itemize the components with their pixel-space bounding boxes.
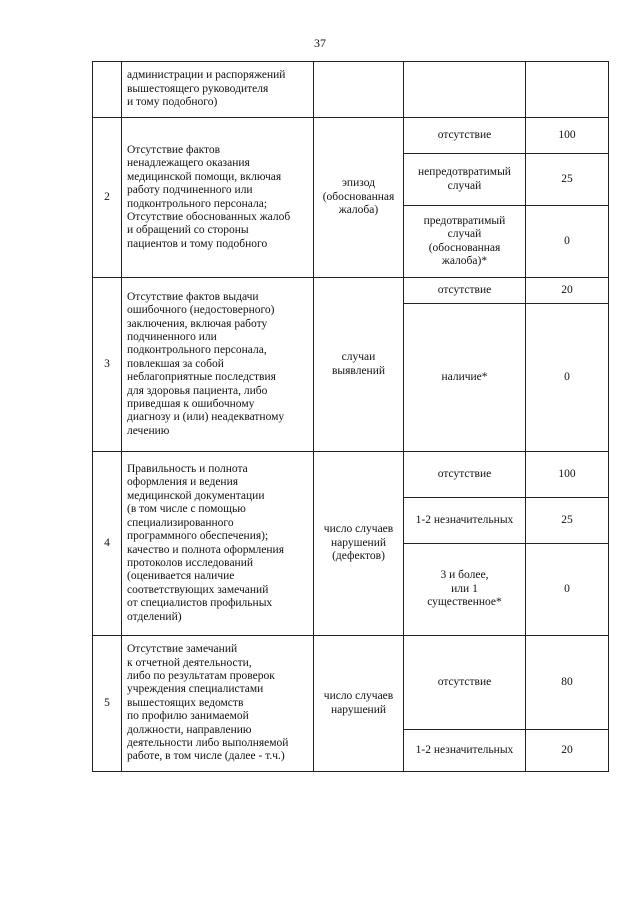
criterion-line: Отсутствие замечаний <box>127 643 238 656</box>
criterion-line: соответствующих замечаний <box>127 583 269 596</box>
unit-line: жалоба) <box>338 204 379 217</box>
criterion-line: протоколов исследований <box>127 556 254 569</box>
criterion-line: медицинской документации <box>127 489 265 502</box>
criterion-line: диагнозу и (или) неадекватному <box>127 411 285 424</box>
unit-line: эпизод <box>342 177 375 190</box>
points-cell: 25 <box>526 154 609 206</box>
criterion-line: (в том числе с помощью <box>127 503 246 516</box>
criterion-line: медицинской помощи, включая <box>127 170 282 183</box>
table-row <box>93 278 609 304</box>
value-cell <box>404 154 526 206</box>
criterion-line: Правильность и полнота <box>127 463 248 476</box>
value-line: или 1 <box>451 582 478 595</box>
unit-cell <box>314 118 404 278</box>
criterion-line: Отсутствие фактов выдачи <box>127 290 259 303</box>
unit-line: выявлений <box>331 364 386 377</box>
points-cell <box>526 62 609 118</box>
value-line: (обоснованная <box>428 241 501 254</box>
unit-cell <box>314 452 404 636</box>
criterion-line: ненадлежащего оказания <box>127 157 250 170</box>
unit-line: нарушений <box>330 703 387 716</box>
criterion-line: повлекшая за собой <box>127 357 224 370</box>
row-number: 5 <box>93 636 122 772</box>
criterion-line: (оценивается наличие <box>127 570 235 583</box>
unit-line: нарушений <box>330 536 387 549</box>
points-cell: 80 <box>526 636 609 730</box>
criterion-line: отделений) <box>127 610 182 623</box>
criterion-cell <box>122 278 314 452</box>
unit-line: число случаев <box>323 523 394 536</box>
value-line: наличие* <box>441 370 488 383</box>
points-cell: 20 <box>526 730 609 772</box>
value-line: жалоба)* <box>441 254 488 267</box>
criterion-cell <box>122 118 314 278</box>
value-line: предотвратимый <box>423 214 506 227</box>
row-number <box>93 62 122 118</box>
points-cell: 100 <box>526 118 609 154</box>
points-cell: 0 <box>526 206 609 278</box>
criterion-line: вышестоящих ведомств <box>127 696 244 709</box>
unit-cell <box>314 62 404 118</box>
value-line: случай <box>447 179 482 192</box>
unit-cell <box>314 278 404 452</box>
value-cell <box>404 304 526 452</box>
criterion-cell <box>122 452 314 636</box>
points-cell: 0 <box>526 304 609 452</box>
criterion-line: и тому подобного) <box>127 96 218 109</box>
points-cell: 25 <box>526 498 609 544</box>
criterion-line: заключения, включая работу <box>127 317 268 330</box>
table-row <box>93 452 609 498</box>
criterion-line: лечению <box>127 424 170 437</box>
row-number: 4 <box>93 452 122 636</box>
unit-line: (обоснованная <box>322 190 395 203</box>
criterion-line: от специалистов профильных <box>127 597 273 610</box>
criterion-line: работе, в том числе (далее - т.ч.) <box>127 750 285 763</box>
page-number: 37 <box>314 36 326 50</box>
criterion-line: вышестоящего руководителя <box>127 82 269 95</box>
criterion-line: пациентов и тому подобного <box>127 237 268 250</box>
value-cell <box>404 730 526 772</box>
criterion-line: учреждения специалистами <box>127 683 264 696</box>
criteria-table <box>92 61 609 772</box>
value-line: непредотвратимый <box>418 166 511 179</box>
criterion-line: оформления и ведения <box>127 476 239 489</box>
unit-line: (дефектов) <box>332 550 385 563</box>
value-line: 3 и более, <box>440 569 489 582</box>
unit-line: число случаев <box>323 690 394 703</box>
value-line: отсутствие <box>437 467 492 480</box>
criterion-line: Отсутствие фактов <box>127 143 221 156</box>
value-cell <box>404 118 526 154</box>
criterion-line: специализированного <box>127 516 234 529</box>
value-line: отсутствие <box>437 675 492 688</box>
points-cell: 20 <box>526 278 609 304</box>
value-line: существенное* <box>427 596 502 609</box>
criterion-line: подконтрольного персонала; <box>127 197 268 210</box>
criterion-line: подконтрольного персонала, <box>127 344 267 357</box>
criterion-line: администрации и распоряжений <box>127 69 286 82</box>
value-line: отсутствие <box>437 128 492 141</box>
value-cell <box>404 636 526 730</box>
criterion-line: деятельности либо выполняемой <box>127 737 289 750</box>
criterion-line: для здоровья пациента, либо <box>127 384 268 397</box>
criterion-line: неблагоприятные последствия <box>127 371 276 384</box>
criterion-line: и обращений со стороны <box>127 224 249 237</box>
criterion-line: программного обеспечения); <box>127 530 269 543</box>
value-cell <box>404 498 526 544</box>
row-number: 2 <box>93 118 122 278</box>
criterion-line: ошибочного (недостоверного) <box>127 304 275 317</box>
value-cell <box>404 452 526 498</box>
criterion-line: по профилю занимаемой <box>127 710 249 723</box>
criterion-line: Отсутствие обоснованных жалоб <box>127 210 291 223</box>
value-cell <box>404 206 526 278</box>
unit-line: случаи <box>341 351 376 364</box>
value-line: отсутствие <box>437 283 492 296</box>
criterion-line: должности, направлению <box>127 723 252 736</box>
criterion-line: качество и полнота оформления <box>127 543 285 556</box>
table-row <box>93 62 609 118</box>
criterion-line: подчиненного или <box>127 330 217 343</box>
value-cell <box>404 62 526 118</box>
table-row <box>93 118 609 154</box>
value-line: случай <box>447 228 482 241</box>
criterion-line: работу подчиненного или <box>127 184 253 197</box>
table-row <box>93 636 609 730</box>
value-line: 1-2 незначительных <box>415 513 514 526</box>
criterion-line: к отчетной деятельности, <box>127 656 252 669</box>
unit-cell <box>314 636 404 772</box>
criterion-line: либо по результатам проверок <box>127 669 275 682</box>
value-cell <box>404 544 526 636</box>
row-number: 3 <box>93 278 122 452</box>
criterion-line: приведшая к ошибочному <box>127 398 255 411</box>
value-cell <box>404 278 526 304</box>
points-cell: 0 <box>526 544 609 636</box>
value-line: 1-2 незначительных <box>415 743 514 756</box>
criterion-cell <box>122 636 314 772</box>
points-cell: 100 <box>526 452 609 498</box>
criterion-cell <box>122 62 314 118</box>
